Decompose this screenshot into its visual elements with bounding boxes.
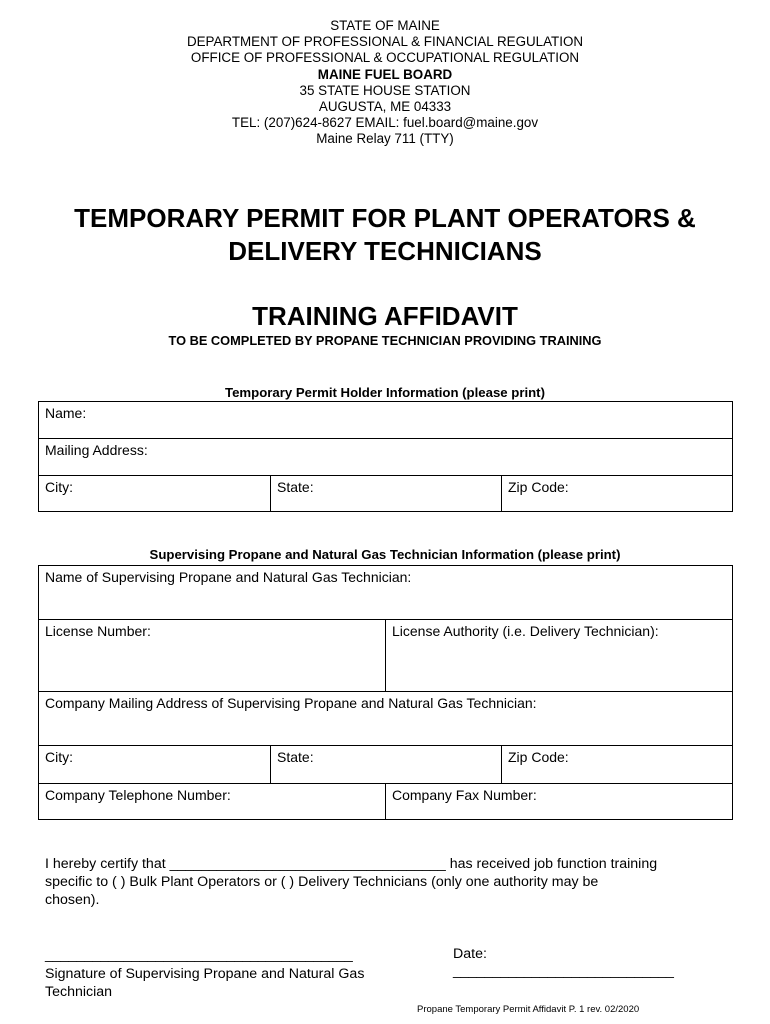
- permit-holder-table: [38, 401, 733, 512]
- company-address-field[interactable]: [39, 692, 733, 746]
- supervisor-table: [38, 565, 733, 820]
- form-title-line2: DELIVERY TECHNICIANS: [228, 236, 542, 266]
- header-contact: TEL: (207)624-8627 EMAIL: fuel.board@maine.gov: [231, 115, 539, 131]
- signature-label: Signature of Supervising Propane and Natural Gas Technician: [45, 966, 365, 1000]
- name-field[interactable]: [39, 402, 733, 439]
- license-authority-label: License Authority (i.e. Delivery Technician):: [392, 623, 659, 639]
- supervisor-state-field[interactable]: [271, 746, 502, 784]
- company-fax-label: Company Fax Number:: [392, 787, 537, 803]
- permit-holder-heading: Temporary Permit Holder Information (please print): [225, 385, 545, 400]
- header-board: MAINE FUEL BOARD: [317, 66, 453, 82]
- mailing-address-label: Mailing Address:: [45, 442, 148, 458]
- header-office: OFFICE OF PROFESSIONAL & OCCUPATIONAL REGULATION: [190, 50, 580, 66]
- state-label: State:: [277, 479, 314, 495]
- license-number-label: License Number:: [45, 623, 151, 639]
- form-footer: Propane Temporary Permit Affidavit P. 1 rev. 02/2020: [417, 1004, 640, 1015]
- city-field[interactable]: [39, 476, 271, 512]
- form-subtitle: TO BE COMPLETED BY PROPANE TECHNICIAN PROVIDING TRAINING: [168, 333, 602, 348]
- agency-header: [0, 18, 770, 148]
- supervisor-city-label: City:: [45, 749, 73, 765]
- certification-line1: I hereby certify that ___________________________________ has received job function training: [45, 856, 658, 872]
- license-number-field[interactable]: [39, 620, 386, 692]
- company-address-label: Company Mailing Address of Supervising Propane and Natural Gas Technician:: [45, 695, 537, 711]
- zip-field[interactable]: [502, 476, 733, 512]
- certification-line3: chosen).: [45, 892, 100, 908]
- signature-line[interactable]: _______________________________________: [45, 947, 353, 963]
- supervisor-zip-label: Zip Code:: [508, 749, 569, 765]
- header-relay: Maine Relay 711 (TTY): [316, 131, 454, 147]
- license-authority-field[interactable]: [386, 620, 733, 692]
- affidavit-title: TRAINING AFFIDAVIT: [252, 301, 518, 331]
- form-title-line1: TEMPORARY PERMIT FOR PLANT OPERATORS &: [74, 203, 696, 233]
- mailing-address-field[interactable]: [39, 439, 733, 476]
- header-city: AUGUSTA, ME 04333: [318, 99, 452, 115]
- company-phone-field[interactable]: [39, 784, 386, 820]
- zip-label: Zip Code:: [508, 479, 569, 495]
- date-line[interactable]: ____________________________: [453, 963, 674, 979]
- supervisor-city-field[interactable]: [39, 746, 271, 784]
- header-department: DEPARTMENT OF PROFESSIONAL & FINANCIAL REGULATION: [186, 34, 584, 50]
- name-label: Name:: [45, 405, 87, 421]
- company-fax-field[interactable]: [386, 784, 733, 820]
- certification-statement: [45, 855, 725, 909]
- supervisor-heading: Supervising Propane and Natural Gas Technician Information (please print): [149, 547, 621, 562]
- supervisor-name-field[interactable]: [39, 566, 733, 620]
- state-field[interactable]: [271, 476, 502, 512]
- supervisor-name-label: Name of Supervising Propane and Natural Gas Technician:: [45, 569, 412, 585]
- supervisor-zip-field[interactable]: [502, 746, 733, 784]
- header-station: 35 STATE HOUSE STATION: [299, 82, 471, 98]
- certification-line2: specific to ( ) Bulk Plant Operators or ( ) Delivery Technicians (only one authority may be: [45, 874, 599, 890]
- date-label: Date:: [453, 946, 487, 962]
- header-state: STATE OF MAINE: [330, 18, 440, 33]
- city-label: City:: [45, 479, 73, 495]
- company-phone-label: Company Telephone Number:: [45, 787, 231, 803]
- supervisor-state-label: State:: [277, 749, 314, 765]
